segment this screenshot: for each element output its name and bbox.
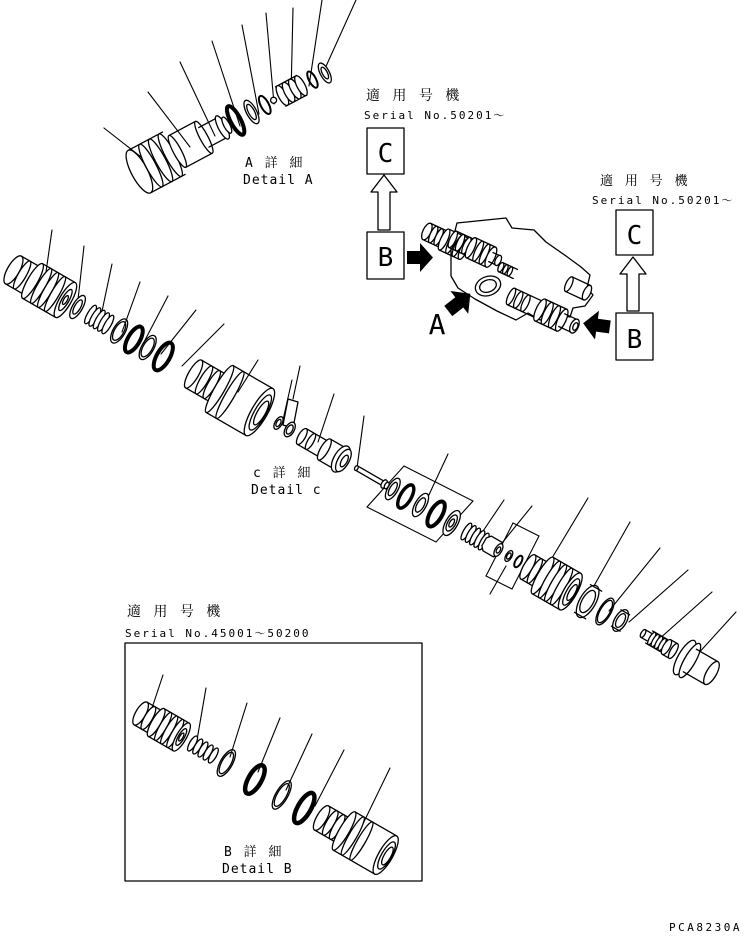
part-code: PCA8230A [669, 921, 742, 934]
male-coupler [128, 697, 193, 753]
view-letter-c: C [626, 221, 643, 251]
detail-c-label-jp: c 詳 細 [253, 466, 313, 481]
spool-plug [121, 103, 241, 197]
solid-left-arrow-icon [581, 309, 612, 341]
hex-nut [609, 607, 631, 634]
spring [186, 735, 220, 765]
note-serial: Serial No.50201～ [364, 109, 507, 122]
applicability-note-right [592, 173, 734, 207]
sleeve-coupler [513, 547, 586, 613]
note-jp: 適 用 号 機 [600, 174, 690, 189]
view-marker-right [581, 210, 653, 360]
female-coupler [176, 348, 280, 439]
ball [270, 96, 278, 104]
tiny-washer [503, 549, 514, 562]
solid-right-arrow-icon [407, 243, 433, 272]
washer [316, 61, 334, 85]
detail-b-label-en: Detail B [222, 862, 293, 877]
note-serial: Serial No.50201～ [592, 194, 735, 207]
view-marker-top [367, 128, 433, 279]
spring [274, 74, 310, 107]
detail-c-label-en: Detail c [251, 483, 322, 498]
view-letter-a: A [428, 308, 446, 341]
o-ring [241, 762, 268, 796]
detail-a-assembly [104, 0, 356, 197]
up-arrow-icon [371, 175, 397, 230]
view-letter-b: B [377, 243, 394, 273]
detail-a-label-jp: A 詳 細 [245, 156, 305, 171]
pin [353, 463, 391, 490]
spring [83, 304, 116, 335]
detail-c-assembly [0, 230, 736, 699]
note-jp: 適 用 号 機 [127, 604, 223, 620]
up-arrow-icon [620, 257, 646, 311]
backup-ring [269, 778, 295, 812]
leader-lines [152, 675, 390, 830]
detail-a-label-en: Detail A [243, 173, 314, 188]
valve-block-assembly [418, 218, 593, 341]
o-ring [305, 70, 320, 89]
male-coupler [0, 250, 81, 321]
view-letter-c: C [377, 139, 394, 169]
note-serial: Serial No.45001～50200 [125, 627, 311, 640]
applicability-note-top [364, 87, 506, 122]
female-coupler [306, 796, 402, 877]
applicability-note-bottom [125, 603, 310, 640]
view-letter-b: B [626, 325, 643, 355]
threaded-stud [637, 625, 680, 660]
small-ring [272, 415, 285, 431]
note-jp: 適 用 号 機 [366, 88, 462, 104]
detail-b-label-jp: B 詳 細 [224, 845, 284, 860]
